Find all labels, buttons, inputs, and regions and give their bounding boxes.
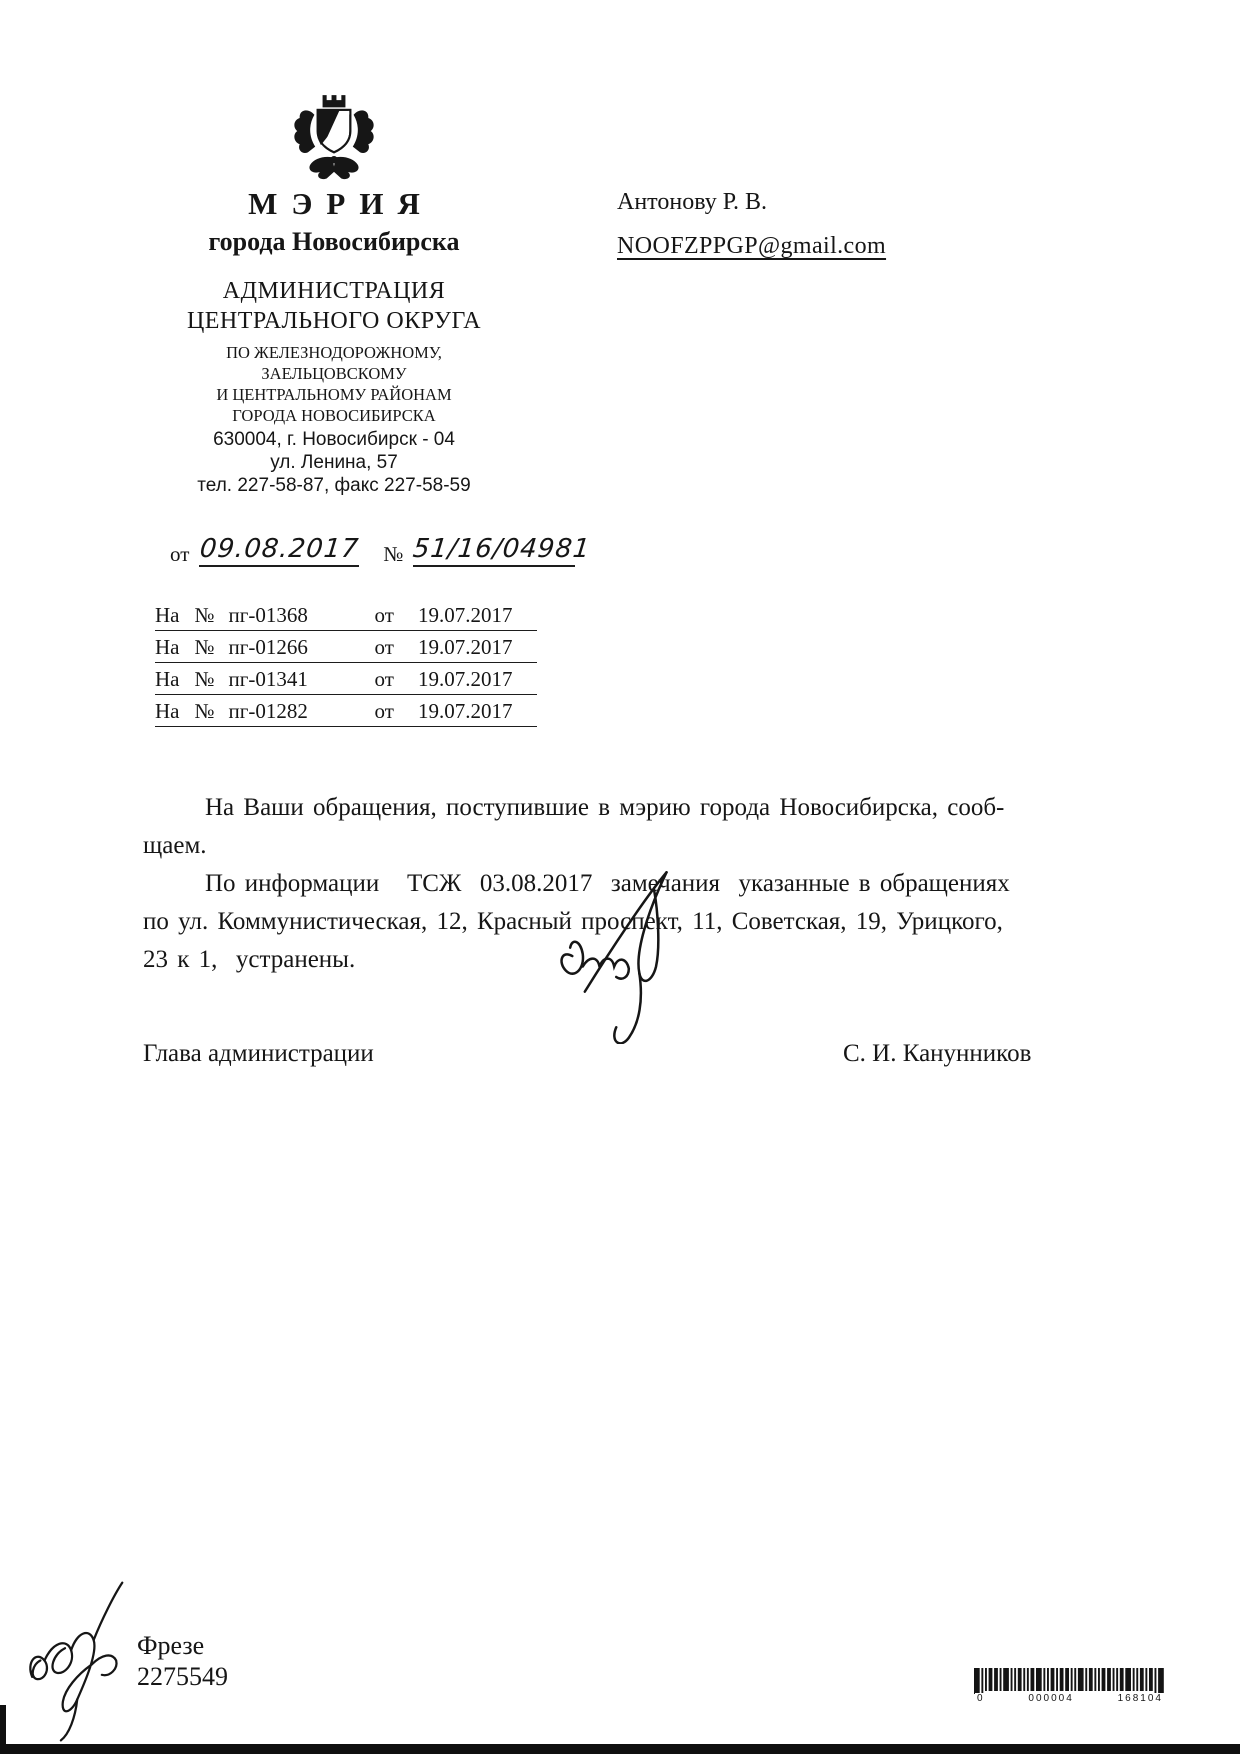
address-line2: ул. Ленина, 57 xyxy=(270,451,398,473)
ref-na: На xyxy=(155,667,180,691)
outgoing-number-label: № xyxy=(383,542,404,566)
outgoing-date-label: от xyxy=(170,542,190,566)
barcode-digit-group: 0 xyxy=(977,1693,985,1704)
outgoing-date-handwritten: 09.08.2017 xyxy=(198,534,361,564)
ref-date: 19.07.2017 xyxy=(417,667,513,691)
ref-no-sign: № xyxy=(194,635,215,659)
ref-date: 19.07.2017 xyxy=(417,635,513,659)
ref-ot: от xyxy=(374,603,394,627)
body-line: 23 к 1, устранены. xyxy=(143,946,356,973)
ref-number: пг-01266 xyxy=(228,635,308,659)
dept-line1: АДМИНИСТРАЦИЯ xyxy=(222,277,446,304)
ref-date: 19.07.2017 xyxy=(417,603,513,627)
ref-na: На xyxy=(155,699,180,723)
outgoing-line xyxy=(170,534,593,567)
ref-ot: от xyxy=(374,667,394,691)
outgoing-date-field xyxy=(199,534,359,567)
ref-number: пг-01341 xyxy=(228,667,308,691)
kanunnikov-signature xyxy=(548,866,718,1044)
dept-line6: ГОРОДА НОВОСИБИРСКА xyxy=(232,405,436,425)
ref-no-sign: № xyxy=(194,667,215,691)
novosibirsk-coat-of-arms-icon xyxy=(285,92,383,180)
signer-title: Глава администрации xyxy=(143,1040,374,1067)
address-line1: 630004, г. Новосибирск - 04 xyxy=(213,428,455,450)
reference-row xyxy=(155,635,537,663)
dept-line2: ЦЕНТРАЛЬНОГО ОКРУГА xyxy=(186,308,482,335)
ref-na: На xyxy=(155,635,180,659)
dept-line3: ПО ЖЕЛЕЗНОДОРОЖНОМУ, xyxy=(226,342,442,362)
body-line: По информации ТСЖ 03.08.2017 замечания указанные в обращениях xyxy=(205,870,1010,897)
scan-corner-artifact xyxy=(0,1705,6,1754)
org-name-line1: МЭРИЯ xyxy=(248,186,434,221)
ref-date: 19.07.2017 xyxy=(417,699,513,723)
reference-row xyxy=(155,667,537,695)
outgoing-number-handwritten: 51/16/04981 xyxy=(411,534,593,564)
reference-list xyxy=(155,603,537,731)
ref-ot: от xyxy=(374,635,394,659)
dept-line4: ЗАЕЛЬЦОВСКОМУ xyxy=(261,363,407,383)
executor-block xyxy=(137,1630,228,1692)
ref-no-sign: № xyxy=(194,699,215,723)
executor-name: Фрезе xyxy=(137,1631,205,1660)
letterhead xyxy=(138,92,530,497)
recipient-name: Антонову Р. В. xyxy=(617,189,768,215)
reference-row xyxy=(155,699,537,727)
scan-edge-artifact xyxy=(0,1744,1240,1754)
dept-line5: И ЦЕНТРАЛЬНОМУ РАЙОНАМ xyxy=(216,384,452,404)
ref-na: На xyxy=(155,603,180,627)
ref-number: пг-01282 xyxy=(228,699,308,723)
body-line: щаем. xyxy=(143,832,207,859)
ref-ot: от xyxy=(374,699,394,723)
org-name-line2: города Новосибирска xyxy=(208,226,460,256)
barcode xyxy=(972,1668,1168,1704)
address-line3: тел. 227-58-87, факс 227-58-59 xyxy=(197,474,471,496)
ref-no-sign: № xyxy=(194,603,215,627)
signer-name: С. И. Канунников xyxy=(843,1040,1032,1067)
barcode-bars xyxy=(972,1668,1168,1695)
barcode-digit-group: 000004 xyxy=(1028,1693,1074,1704)
outgoing-number-field xyxy=(411,534,593,567)
reference-row xyxy=(155,603,537,631)
ref-number: пг-01368 xyxy=(228,603,308,627)
recipient-email: NOOFZPPGP@gmail.com xyxy=(617,232,887,259)
body-line: по ул. Коммунистическая, 12, Красный проспект, 11, Советская, 19, Урицкого, xyxy=(143,908,1003,935)
recipient-block xyxy=(617,188,886,261)
executor-phone: 2275549 xyxy=(137,1662,228,1691)
barcode-digit-group: 168104 xyxy=(1117,1693,1163,1704)
executor-signature-scribble xyxy=(24,1578,152,1743)
body-line: На Ваши обращения, поступившие в мэрию города Новосибирска, сооб- xyxy=(205,794,1005,821)
